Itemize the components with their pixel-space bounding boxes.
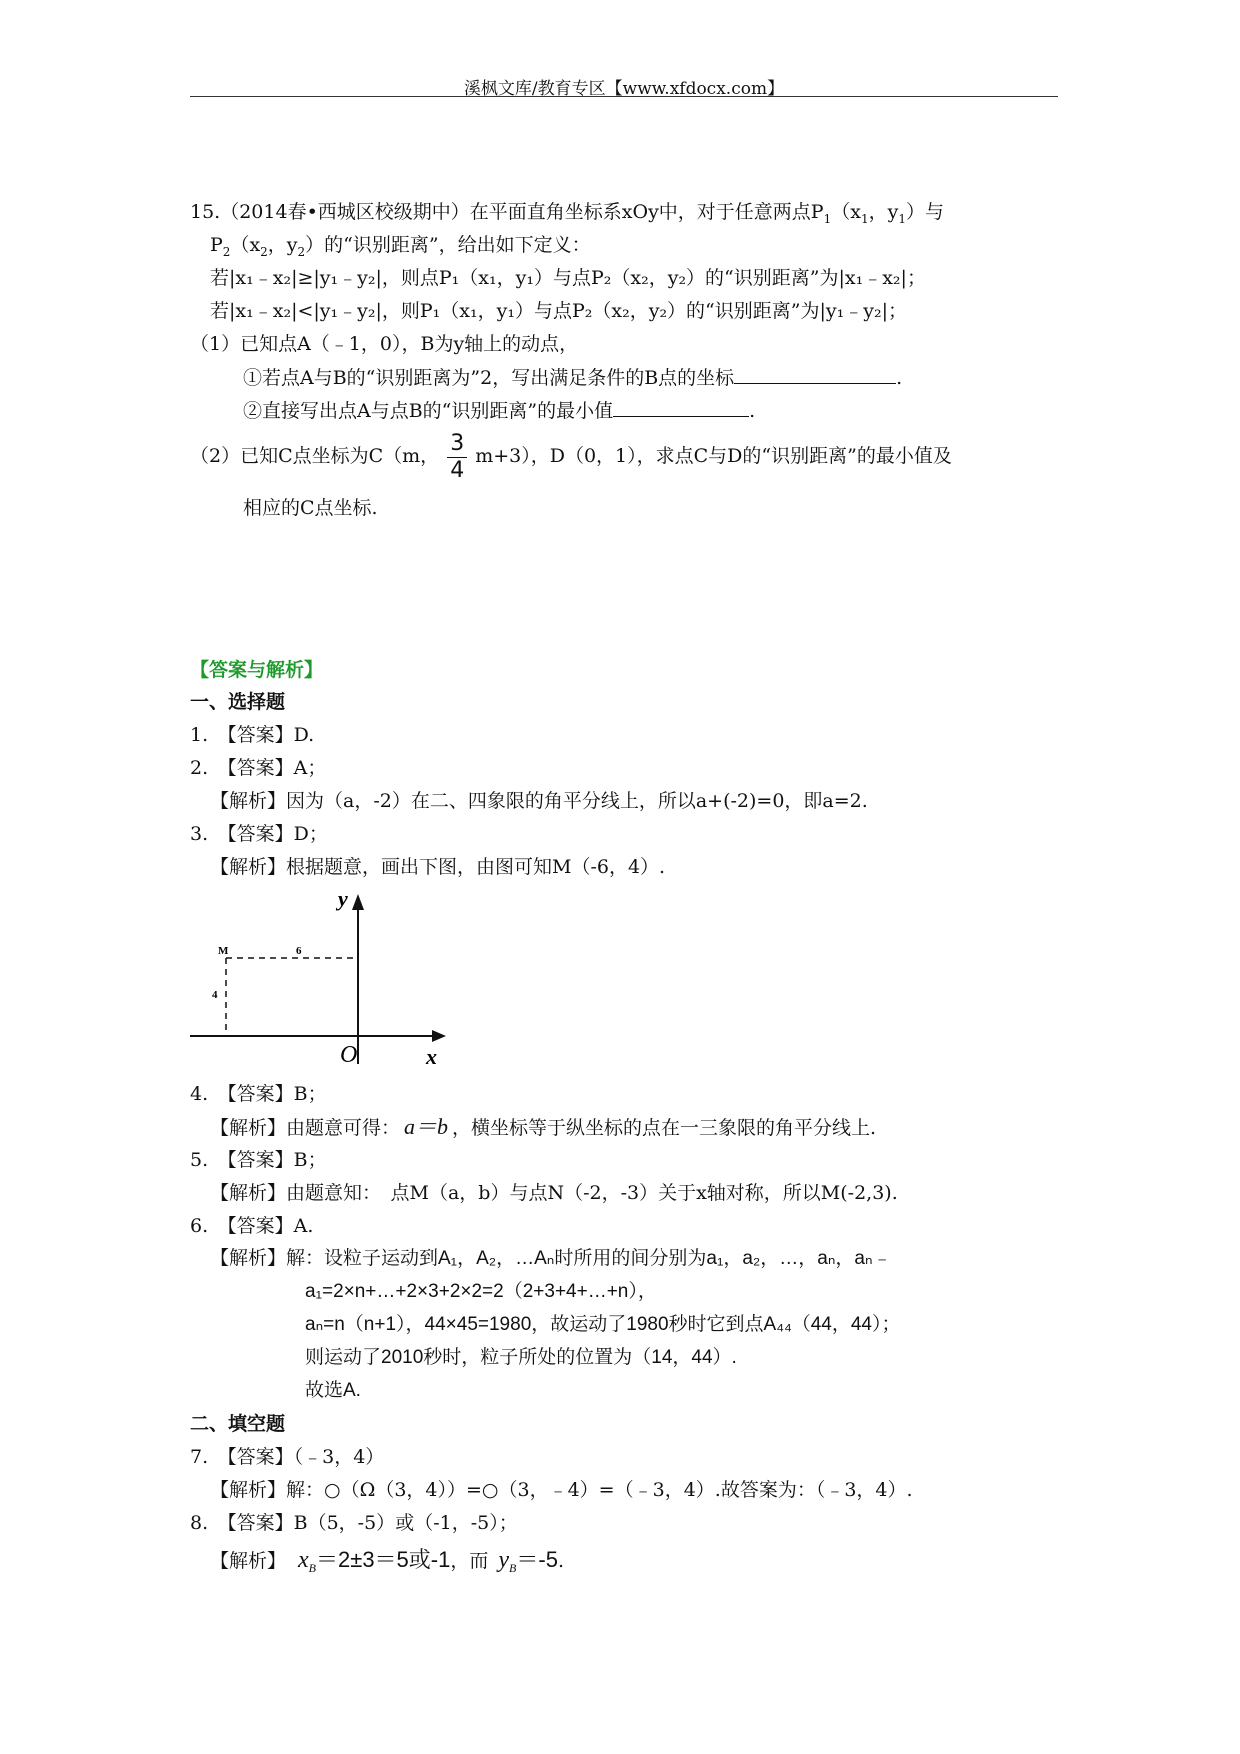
answer-7: 7. 【答案】（﹣3，4） <box>190 1446 385 1468</box>
vertical-distance-label: 4 <box>212 989 218 1001</box>
answer-6-explanation-2: a₁=2×n+…+2×3+2×2=2（2+3+4+…+n）， <box>305 1281 657 1302</box>
answer-1: 1. 【答案】D. <box>190 724 315 746</box>
origin-label: O <box>340 1042 358 1064</box>
page-header: 溪枫文库/教育专区【www.xfdocx.com】 <box>463 79 785 99</box>
problem15-line1: 15.（2014春•西城区校级期中）在平面直角坐标系xOy中，对于任意两点$P_1(x_1$，$y_1$）与 <box>190 201 944 226</box>
section-fill-blank: 二、填空题 <box>190 1413 286 1435</box>
answer-5-explanation: 【解析】由题意知： 点M（a，b）与点N（-2，-3）关于x轴对称，所以M(-2,3). <box>210 1182 898 1204</box>
problem15-part1: （1）已知点A（﹣1，0），B为y轴上的动点， <box>190 333 579 355</box>
answer-7-explanation: 【解析】解：○（Ω（3，4））=○（3，﹣4）=（﹣3，4）.故答案为：（﹣3，4）. <box>210 1479 913 1501</box>
problem15-part1-q1: ①若点A与B的“识别距离为”2，写出满足条件的B点的坐标 . <box>243 367 903 389</box>
y-axis-label: y <box>338 886 348 911</box>
answer-2: 2. 【答案】A； <box>190 757 327 779</box>
answers-title: 【答案与解析】 <box>190 659 324 681</box>
section-choice: 一、选择题 <box>190 691 286 713</box>
fraction-three-quarters: $\frac{3}{4}$ <box>447 431 467 484</box>
answer-6: 6. 【答案】A. <box>190 1215 314 1237</box>
problem15-line2: $P_2(x_2$，$y_2$）的“识别距离”，给出如下定义： <box>210 234 591 259</box>
x-axis-arrow <box>432 1030 446 1042</box>
horizontal-distance-label: 6 <box>296 945 302 957</box>
x-axis-label: x <box>426 1044 437 1064</box>
answer-6-explanation-4: 则运动了2010秒时，粒子所处的位置为（14，44）. <box>305 1347 737 1368</box>
point-m-label: M <box>218 945 229 957</box>
problem15-definition-1: 若|x₁﹣x₂|≥|y₁﹣y₂|，则点P₁（x₁，y₁）与点P₂（x₂，y₂）的“识别距离”为|x₁﹣x₂|； <box>210 267 926 289</box>
answer-blank-1 <box>734 365 896 384</box>
answer-2-explanation: 【解析】因为（a，-2）在二、四象限的角平分线上，所以a+(-2)=0，即a=2. <box>210 790 868 812</box>
formula-a-equals-b: a＝b <box>404 1114 449 1139</box>
answer-3-explanation: 【解析】根据题意，画出下图，由图可知M（-6，4）. <box>210 856 666 878</box>
answer-6-explanation-5: 故选A. <box>305 1380 361 1401</box>
header-rule <box>190 96 1058 97</box>
y-axis-arrow <box>352 894 364 910</box>
coordinate-figure <box>190 878 450 1064</box>
problem15-part1-q2: ②直接写出点A与点B的“识别距离”的最小值 . <box>243 400 756 422</box>
answer-6-explanation-3: aₙ=n（n+1），44×45=1980，故运动了1980秒时它到点A₄₄（44，44）； <box>305 1314 901 1335</box>
answer-4-explanation: 【解析】由题意可得： a＝b ，横坐标等于纵坐标的点在一三象限的角平分线上. <box>210 1114 877 1139</box>
answer-3: 3. 【答案】D； <box>190 823 328 845</box>
answer-4: 4. 【答案】B； <box>190 1083 327 1105</box>
answer-8-explanation: 【解析】 $x_B=2\pm 3=5$或-1，而 $y_B=-5$. <box>210 1547 564 1575</box>
answer-8: 8. 【答案】B（5，-5）或（-1，-5）； <box>190 1512 518 1534</box>
answer-6-explanation-1: 【解析】解：设粒子运动到A₁，A₂，…Aₙ时所用的间分别为a₁，a₂，…，aₙ，aₙ﹣ <box>210 1248 892 1269</box>
problem15-definition-2: 若|x₁﹣x₂|<|y₁﹣y₂|，则P₁（x₁，y₁）与点P₂（x₂，y₂）的“识别距离”为|y₁﹣y₂|； <box>210 300 907 322</box>
answer-5: 5. 【答案】B； <box>190 1149 327 1171</box>
problem15-part2: （2）已知C点坐标为C（m， $\frac{3}{4}$ m+3），D（0，1），求点C与D的“识别距离”的最小值及 <box>190 430 952 483</box>
answer-blank-2 <box>613 398 749 417</box>
problem15-part2-cont: 相应的C点坐标. <box>243 497 378 519</box>
